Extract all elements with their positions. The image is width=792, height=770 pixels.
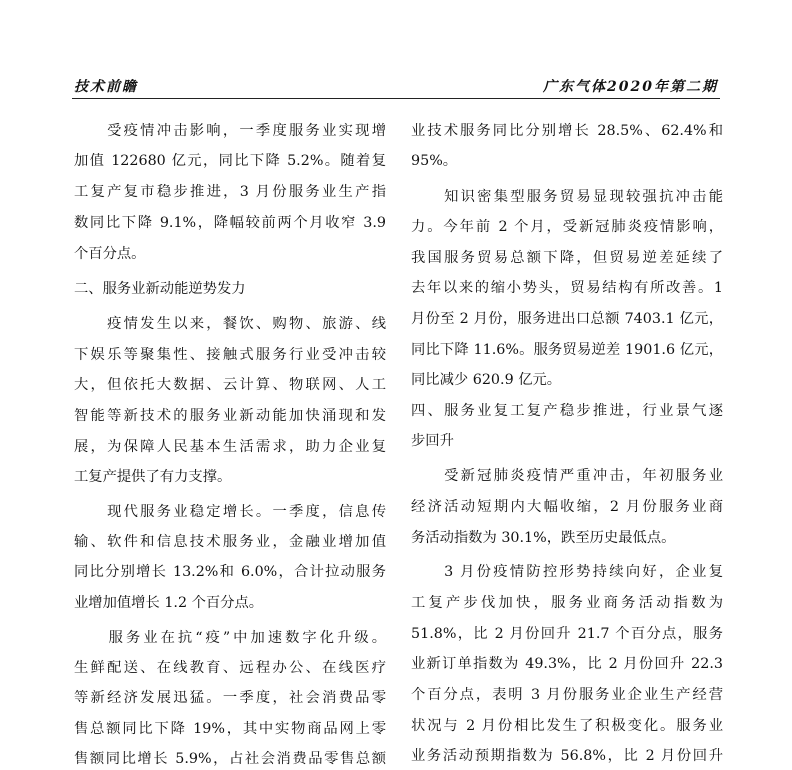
text-line: 业新订单指数为 49.3%，比 2 月份回升 22.3 [411, 656, 723, 672]
text-line: 售总额同比下降 19%，其中实物商品网上零 [74, 721, 386, 737]
text-line: 51.8%，比 2 月份回升 21.7 个百分点，服务 [411, 626, 723, 642]
text-line: 下娱乐等聚集性、接触式服务行业受冲击较 [74, 347, 386, 363]
text-line: 力。今年前 2 个月，受新冠肺炎疫情影响， [411, 219, 723, 235]
text-line: 业务活动预期指数为 56.8%，比 2 月份回升 [411, 748, 723, 764]
text-line: 个百分点，表明 3 月份服务业企业生产经营 [411, 687, 723, 703]
text-line: 业增加值增长 1.2 个百分点。 [74, 595, 264, 611]
text-line: 加值 122680 亿元，同比下降 5.2%。随着复 [74, 153, 386, 169]
header-divider [72, 98, 720, 99]
text-line: 状况与 2 月份相比发生了积极变化。服务业 [411, 718, 723, 734]
text-line: 知识密集型服务贸易显现较强抗冲击能 [411, 189, 723, 205]
running-header-journal: 广东气体2020年第二期 [543, 79, 718, 95]
text-line: 去年以来的缩小势头，贸易结构有所改善。1 [411, 280, 723, 296]
text-line: 四、服务业复工复产稳步推进，行业景气逐 [411, 403, 723, 419]
text-line: 服务业在抗“疫”中加速数字化升级。 [74, 630, 386, 646]
text-line: 工复产提供了有力支撑。 [74, 469, 232, 485]
text-line: 我国服务贸易总额下降，但贸易逆差延续了 [411, 250, 723, 266]
text-line: 个百分点。 [74, 246, 146, 262]
text-line: 同比下降 11.6%。服务贸易逆差 1901.6 亿元， [411, 342, 723, 358]
text-line: 95%。 [411, 153, 458, 169]
text-line: 大，但依托大数据、云计算、物联网、人工 [74, 377, 386, 393]
text-line: 同比分别增长 13.2%和 6.0%，合计拉动服务 [74, 564, 386, 580]
text-line: 同比减少 620.9 亿元。 [411, 372, 562, 388]
text-line: 步回升 [411, 433, 454, 449]
text-line: 3 月份疫情防控形势持续向好，企业复 [411, 564, 723, 580]
running-header-section: 技术前瞻 [74, 79, 138, 95]
text-line: 展，为保障人民基本生活需求，助力企业复 [74, 439, 386, 455]
text-line: 疫情发生以来，餐饮、购物、旅游、线 [74, 316, 386, 332]
text-line: 二、服务业新动能逆势发力 [74, 281, 246, 297]
text-line: 业技术服务同比分别增长 28.5%、62.4%和 [411, 123, 723, 139]
text-line: 月份至 2 月份，服务进出口总额 7403.1 亿元， [411, 311, 723, 327]
text-line: 务活动指数为 30.1%，跌至历史最低点。 [411, 530, 676, 546]
text-line: 智能等新技术的服务业新动能加快涌现和发 [74, 408, 386, 424]
text-line: 工复产复市稳步推进，3 月份服务业生产指 [74, 184, 386, 200]
text-line: 等新经济发展迅猛。一季度，社会消费品零 [74, 690, 386, 706]
text-line: 输、软件和信息技术服务业，金融业增加值 [74, 534, 386, 550]
text-line: 数同比下降 9.1%，降幅较前两个月收窄 3.9 [74, 215, 386, 231]
text-line: 受疫情冲击影响，一季度服务业实现增 [74, 123, 386, 139]
text-line: 受新冠肺炎疫情严重冲击，年初服务业 [411, 468, 723, 484]
text-line: 经济活动短期内大幅收缩，2 月份服务业商 [411, 499, 723, 515]
text-line: 现代服务业稳定增长。一季度，信息传 [74, 504, 386, 520]
text-line: 生鲜配送、在线教育、远程办公、在线医疗 [74, 660, 386, 676]
text-line: 售额同比增长 5.9%，占社会消费品零售总额 [74, 751, 386, 767]
text-line: 工复产步伐加快，服务业商务活动指数为 [411, 595, 723, 611]
